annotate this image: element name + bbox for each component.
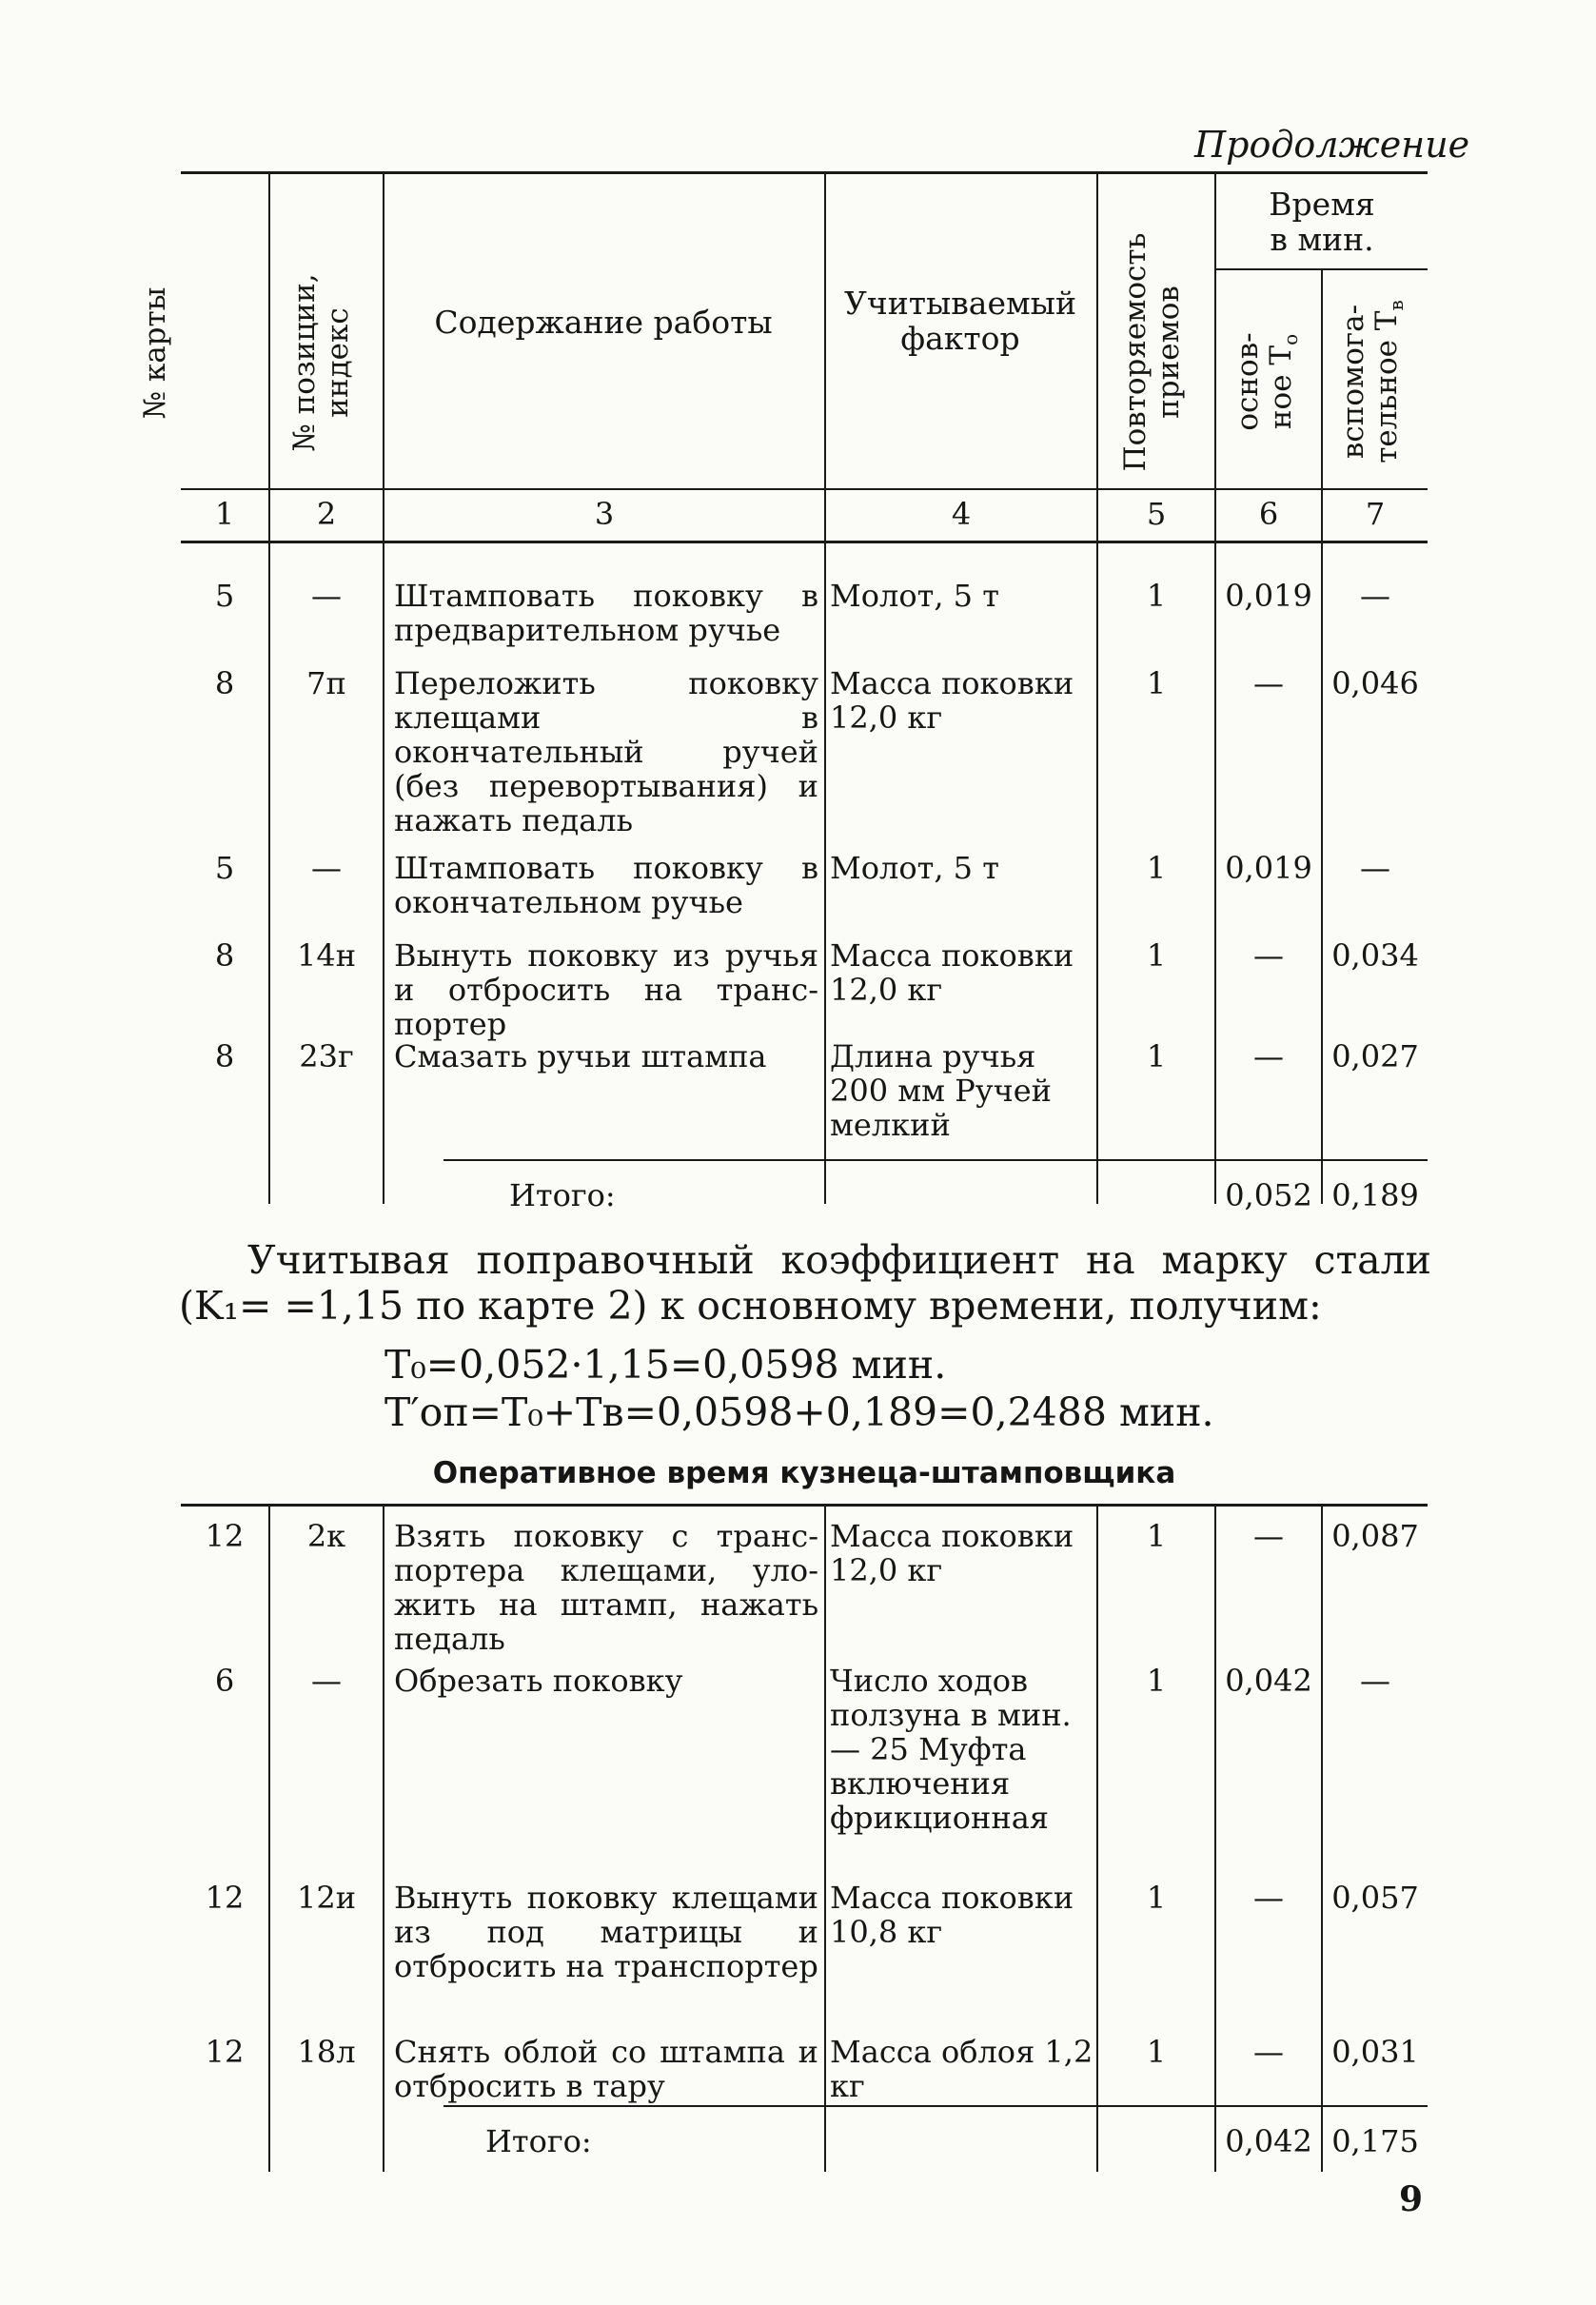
formula-operative-time: T′оп=T₀+Tв=0,0598+0,189=0,2488 мин. [384, 1389, 1214, 1435]
table-row: 1 [1146, 1663, 1167, 1699]
table-row: 5 [214, 850, 235, 886]
table-row: 1 [1146, 937, 1167, 974]
table-row: 0,057 [1331, 1880, 1419, 1916]
table-row: Взять поковку с транспортера клещами, уложить на штамп, нажать педаль [394, 1518, 818, 1657]
table2-total-main-time: 0,042 [1225, 2123, 1312, 2159]
table-row: 0,046 [1331, 665, 1419, 701]
table-row: Масса поковки 12,0 кг [830, 1518, 1074, 1588]
table-row: — [1253, 2034, 1284, 2070]
t2-col-divider-1 [268, 1506, 270, 2172]
table-row: 0,034 [1331, 937, 1419, 974]
table-row: — [1360, 1663, 1390, 1699]
table-row: 1 [1146, 665, 1167, 701]
continuation-label: Продолжение [1194, 124, 1470, 166]
table2-total-label: Итого: [485, 2123, 592, 2159]
table-row: Штамповать поковку в предварительном ручье [394, 578, 818, 648]
formula-main-time: T₀=0,052·1,15=0,0598 мин. [384, 1342, 947, 1388]
column-numbers-rule [181, 541, 1428, 543]
t2-col-divider-6 [1321, 1506, 1323, 2172]
table-row: Снять облой со штампа и отбросить в тару [394, 2034, 818, 2104]
table-row: 12 [205, 1518, 245, 1554]
total-label: Итого: [509, 1177, 616, 1213]
table-row: 2к [306, 1518, 346, 1554]
header-factor: Учитываемый фактор [844, 285, 1076, 357]
t2-col-divider-2 [383, 1506, 384, 2172]
table-row: 0,031 [1331, 2034, 1419, 2070]
table-row: Масса поковки 12,0 кг [830, 665, 1074, 736]
section-title: Оперативное время кузнеца-штамповщика [432, 1456, 1176, 1490]
table-row: — [1253, 1038, 1284, 1074]
table-row: Масса поковки 12,0 кг [830, 937, 1074, 1008]
table2-total-aux-time: 0,175 [1331, 2123, 1419, 2159]
table-row: Штамповать поковку в окончательном ручье [394, 850, 818, 920]
table-row: 23г [299, 1038, 354, 1074]
table-row: Масса поковки 10,8 кг [830, 1880, 1074, 1950]
total-main-time: 0,052 [1225, 1177, 1312, 1213]
header-card-number: № карты [138, 286, 172, 420]
table-row: — [311, 850, 342, 886]
table-row: 1 [1146, 1880, 1167, 1916]
colnum-2: 2 [316, 496, 337, 532]
table-row: — [1253, 1880, 1284, 1916]
table-row: 5 [214, 578, 235, 614]
table-row: 12 [205, 1880, 245, 1916]
table-row: — [1253, 1518, 1284, 1554]
table-row: Молот, 5 т [830, 578, 999, 614]
table-row: 1 [1146, 578, 1167, 614]
table-row: — [311, 1663, 342, 1699]
total-aux-time: 0,189 [1331, 1177, 1419, 1213]
total-rule [443, 1159, 1428, 1161]
header-time: Время в мин. [1269, 186, 1375, 258]
colnum-6: 6 [1258, 496, 1279, 532]
table-row: 12 [205, 2034, 245, 2070]
header-repetition: Повторяемость приемов [1118, 232, 1186, 472]
header-position-index: № позиции, индекс [287, 273, 355, 452]
page-number: 9 [1399, 2179, 1424, 2219]
table-row: 0,087 [1331, 1518, 1419, 1554]
header-work-content: Содержание работы [434, 304, 773, 341]
table2-top-rule [181, 1504, 1428, 1507]
table-row: 1 [1146, 1038, 1167, 1074]
table-row: 1 [1146, 850, 1167, 886]
header-aux-time: вспомога- тельное $Т_в$ [1336, 300, 1409, 463]
table-row: 1 [1146, 2034, 1167, 2070]
table2-total-rule [443, 2105, 1428, 2107]
table-row: Обрезать поковку [394, 1663, 683, 1699]
t2-col-divider-5 [1214, 1506, 1216, 2172]
table-row: Вынуть поковку из ручья и отбросить на транспортер [394, 937, 818, 1042]
table-row: 1 [1146, 1518, 1167, 1554]
table-row: 7п [306, 665, 346, 701]
colnum-4: 4 [951, 496, 972, 532]
table-row: — [1253, 665, 1284, 701]
table-row: Масса облоя 1,2 кг [830, 2034, 1094, 2104]
colnum-7: 7 [1365, 496, 1386, 532]
correction-paragraph: Учитывая поправочный коэффициент на марку стали (K₁= =1,15 по карте 2) к основному времени, получим: [179, 1237, 1431, 1329]
colnum-5: 5 [1146, 496, 1167, 532]
t2-col-divider-3 [824, 1506, 826, 2172]
colnum-3: 3 [594, 496, 615, 532]
table-row: 8 [214, 937, 235, 974]
table-row: Переложить поковку клещами в окончательный ручей (без перевортывания) и нажать педаль [394, 665, 818, 838]
table-row: 14н [296, 937, 357, 974]
table-row: 18л [297, 2034, 356, 2070]
table-row: Вынуть поковку клещами из под матрицы и отбросить на транспортер [394, 1880, 818, 1984]
header-main-time: основ- ное $Т_о$ [1231, 332, 1303, 431]
t2-col-divider-4 [1096, 1506, 1098, 2172]
colnum-1: 1 [214, 496, 235, 532]
table-row: 6 [214, 1663, 235, 1699]
table-row: — [1360, 578, 1390, 614]
table-row: 8 [214, 1038, 235, 1074]
table-row: 0,027 [1331, 1038, 1419, 1074]
table-row: Смазать ручьи штампа [394, 1038, 767, 1074]
table-row: Длина ручья 200 мм Ручей мелкий [830, 1038, 1052, 1143]
table-top-rule [181, 171, 1428, 174]
table-row: 8 [214, 665, 235, 701]
table-row: Число ходов ползуна в мин. — 25 Муфта включения фрикционная [830, 1663, 1072, 1836]
table-row: — [1253, 937, 1284, 974]
table-row: 0,042 [1225, 1663, 1312, 1699]
header-bottom-rule [181, 488, 1428, 490]
table-row: Молот, 5 т [830, 850, 999, 886]
table-row: 0,019 [1225, 578, 1312, 614]
table-row: 0,019 [1225, 850, 1312, 886]
table-row: — [1360, 850, 1390, 886]
table-row: — [311, 578, 342, 614]
table-row: 12и [296, 1880, 357, 1916]
